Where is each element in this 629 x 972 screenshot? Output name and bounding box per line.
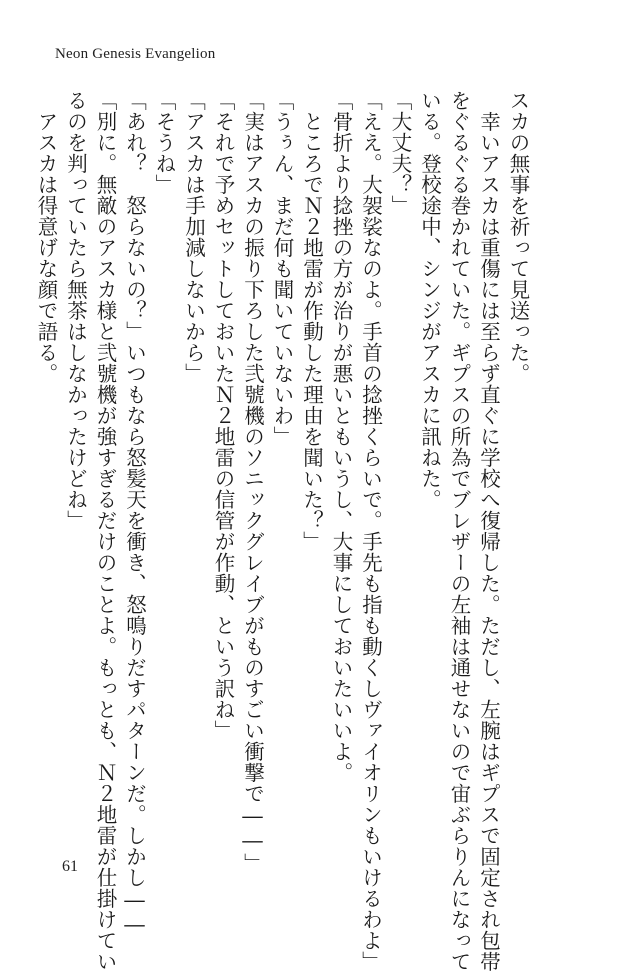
text-line: 「うぅん、まだ何も聞いていないわ」 <box>270 90 294 447</box>
text-line: 「別に。無敵のアスカ様と弐號機が強すぎるだけのことよ。もっとも、Ｎ２地雷が仕掛けてい <box>93 90 117 972</box>
text-line: 「そうね」 <box>152 90 176 195</box>
text-line: アスカは得意げな顔で語る。 <box>34 90 58 384</box>
text-line: スカの無事を祈って見送った。 <box>506 90 530 384</box>
text-line: るのを判っていたら無茶はしなかったけどね」 <box>63 90 88 531</box>
text-line: 幸いアスカは重傷には至らず直ぐに学校へ復帰した。ただし、左腕はギプスで固定され包帯 <box>476 90 501 972</box>
text-line: いる。登校途中、シンジがアスカに訊ねた。 <box>417 90 442 510</box>
text-line: ところでＮ２地雷が作動した理由を聞いた？」 <box>299 90 324 552</box>
text-line: 「大丈夫？」 <box>388 90 412 216</box>
text-line: 「ええ。大袈裟なのよ。手首の捻挫くらいで。手先も指も動くしヴァイオリンもいけるわよ」 <box>358 90 383 972</box>
text-line: をぐるぐる巻かれていた。ギプスの所為でブレザーの左袖は通せないので宙ぶらりんになって <box>447 90 471 972</box>
text-line: 「あれ？ 怒らないの？」いつもなら怒髪天を衝き、怒鳴りだすパターンだ。しかし―― <box>122 90 147 937</box>
text-line: 「アスカは手加減しないから」 <box>181 90 206 384</box>
text-line: 「骨折より捻挫の方が治りが悪いともいうし、大事にしておいたいいよ。 <box>329 90 353 783</box>
text-line: 「実はアスカの振り下ろした弐號機のソニックグレイブがものすごい衝撃で――」 <box>240 90 265 874</box>
page-number: 61 <box>62 858 78 875</box>
text-line: 「それで予めセットしておいたＮ２地雷の信管が作動、という訳ね」 <box>211 90 235 741</box>
running-header: Neon Genesis Evangelion <box>55 46 216 62</box>
